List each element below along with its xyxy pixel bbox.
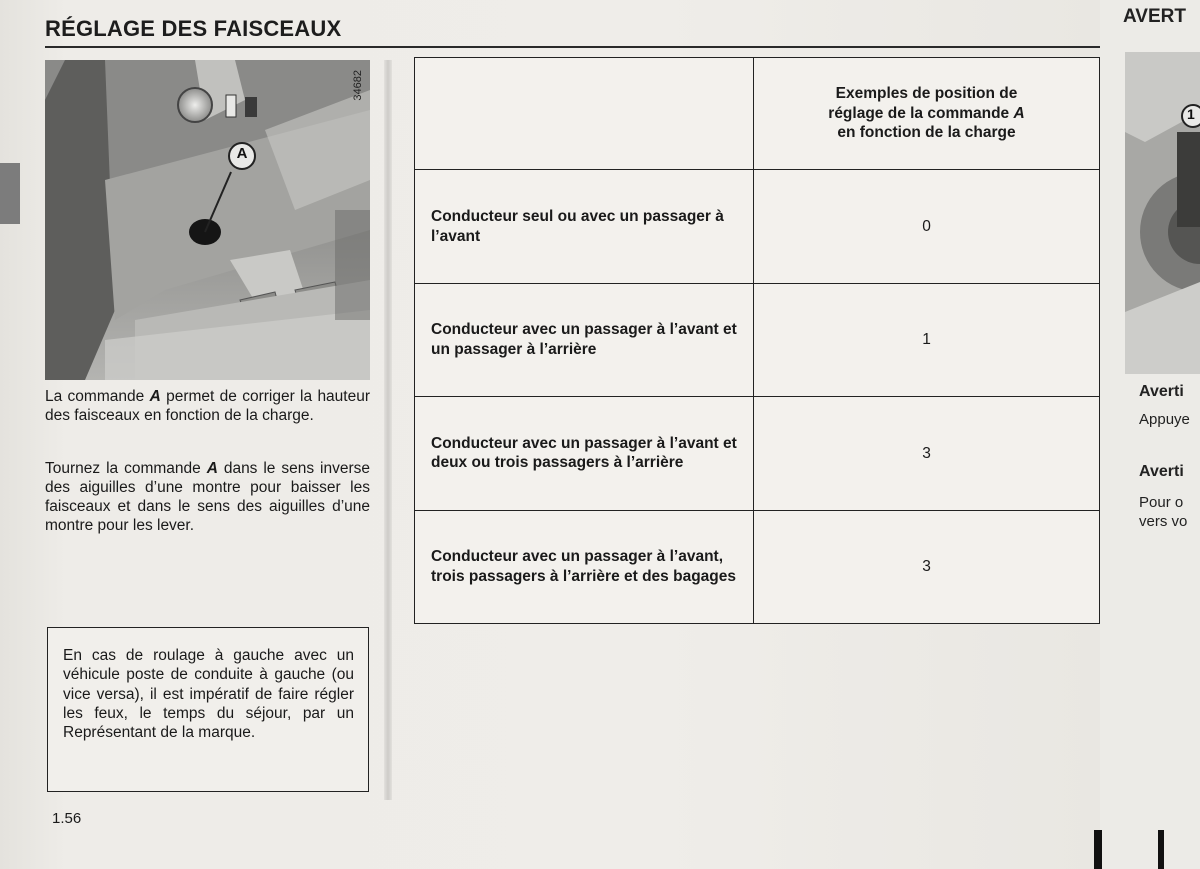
dashboard-illustration xyxy=(45,60,370,380)
header-line-2: réglage de la commande xyxy=(828,104,1014,122)
table-header-empty-cell xyxy=(415,58,754,170)
header-line-1: Exemples de position de xyxy=(835,85,1018,103)
facing-line-1: Appuye xyxy=(1139,411,1190,428)
intro-text-end: permet de corriger la hauteur des faisceaux en fonction de la charge. xyxy=(45,388,371,424)
binding-edge-right xyxy=(1158,830,1164,869)
row-position-value: 0 xyxy=(754,170,1100,283)
page-title: RÉGLAGE DES FAISCEAUX xyxy=(45,16,342,41)
row-position-value: 3 xyxy=(754,510,1100,623)
intro-text-start: La commande xyxy=(45,388,150,405)
callout-a-label: A xyxy=(236,145,248,162)
facing-page-photo xyxy=(1125,52,1200,374)
facing-page-header: AVERT xyxy=(1123,6,1186,27)
facing-heading-1: Averti xyxy=(1139,383,1184,400)
page-number: 1.56 xyxy=(52,810,82,827)
table-row xyxy=(415,397,1100,510)
row-position-value: 3 xyxy=(754,397,1100,510)
load-adjustment-table xyxy=(414,57,1100,624)
row-description: Conducteur avec un passager à l’avant et deux ou trois passagers à l’arrière xyxy=(415,397,754,510)
instruction-paragraph xyxy=(45,459,370,535)
row-position-value: 1 xyxy=(754,283,1100,396)
instruction-text-end: dans le sens inverse des aiguilles d’une montre pour baisser les faisceaux et dans le sens des aiguilles d’une montre pour les lever. xyxy=(45,460,370,534)
bleed-through-gutter xyxy=(384,60,392,800)
title-rule xyxy=(45,46,1100,48)
warning-note-box xyxy=(47,627,369,792)
photo-reference-code: 34682 xyxy=(352,70,364,101)
instruction-text-start: Tournez la commande xyxy=(45,460,207,477)
facing-callout-label: 1 xyxy=(1187,106,1195,122)
header-control-ref: A xyxy=(1013,104,1025,122)
table-header-cell xyxy=(754,58,1100,170)
table-header-row xyxy=(415,58,1100,170)
instruction-control-ref: A xyxy=(206,460,218,477)
stalk-illustration xyxy=(1125,52,1200,374)
intro-control-ref: A xyxy=(149,388,161,405)
table-row xyxy=(415,283,1100,396)
facing-line-2b: vers vo xyxy=(1139,513,1188,530)
row-description: Conducteur avec un passager à l’avant et un passager à l’arrière xyxy=(415,283,754,396)
row-description: Conducteur seul ou avec un passager à l’avant xyxy=(415,170,754,283)
row-description: Conducteur avec un passager à l’avant, trois passagers à l’arrière et des bagages xyxy=(415,510,754,623)
facing-line-2a: Pour o xyxy=(1139,494,1184,511)
table-row xyxy=(415,170,1100,283)
warning-note-text: En cas de roulage à gauche avec un véhicule poste de conduite à gauche (ou vice versa), il est impératif de faire régler les feux, le temps du séjour, par un Représentant de la marque. xyxy=(63,647,354,742)
headlight-control-photo xyxy=(45,60,370,380)
binding-edge-left xyxy=(1094,830,1102,869)
intro-paragraph xyxy=(45,387,370,425)
facing-heading-2: Averti xyxy=(1139,463,1184,480)
table-row xyxy=(415,510,1100,623)
section-tab xyxy=(0,163,20,224)
header-line-3: en fonction de la charge xyxy=(837,124,1016,142)
